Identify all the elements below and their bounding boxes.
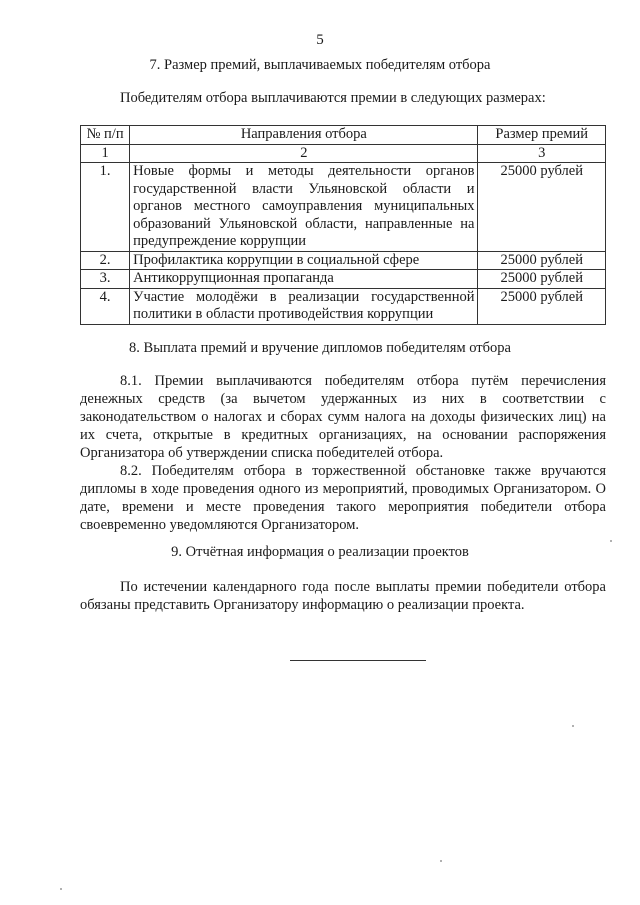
table-row [81,251,606,270]
index-cell: 2 [130,144,478,163]
paragraph-8-1: 8.1. Премии выплачиваются победителям отбора путём перечисления денежных средств (за вычетом удержанных из них в соответствии с законодательством о налогах и сборах сумм налога на доходы физических лиц) на их счета, открытые в кредитных организациях, на основании распоряжения Организатора об утверждении списка победителей отбора. [80,373,606,461]
index-cell: 3 [478,144,606,163]
section-9-body [80,578,606,614]
row-number: 1. [81,163,130,252]
scan-speck [572,725,574,727]
table-index-row [81,144,606,163]
table-header-row [81,126,606,145]
header-amount: Размер премий [478,126,606,145]
section-7-title: 7. Размер премий, выплачиваемых победителям отбора [149,57,491,73]
section-7-intro: Победителям отбора выплачиваются премии в следующих размерах: [120,90,546,106]
scan-speck [60,888,62,890]
scan-speck [440,860,442,862]
row-amount: 25000 рублей [478,288,606,324]
paragraph-9-1: По истечении календарного года после выплаты премии победители отбора обязаны представить Организатору информацию о реализации проекта. [80,579,606,613]
header-number: № п/п [81,126,130,145]
row-direction: Профилактика коррупции в социальной сфере [130,251,478,270]
row-amount: 25000 рублей [478,251,606,270]
table-row [81,288,606,324]
header-direction: Направления отбора [130,126,478,145]
prize-table [80,125,606,325]
signature-divider [290,660,426,661]
row-direction: Новые формы и методы деятельности органов государственной власти Ульяновской области и органов местного самоуправления муниципальных образований Ульяновской области, направленные на предупреждение коррупции [130,163,478,252]
section-8-title: 8. Выплата премий и вручение дипломов победителям отбора [129,340,511,356]
row-number: 4. [81,288,130,324]
row-amount: 25000 рублей [478,163,606,252]
page-number: 5 [316,32,324,48]
row-number: 3. [81,270,130,289]
table-row [81,163,606,252]
index-cell: 1 [81,144,130,163]
row-amount: 25000 рублей [478,270,606,289]
section-8-body [80,372,606,534]
section-9-title: 9. Отчётная информация о реализации проектов [171,544,469,560]
row-direction: Антикоррупционная пропаганда [130,270,478,289]
table-row [81,270,606,289]
row-number: 2. [81,251,130,270]
row-direction: Участие молодёжи в реализации государственной политики в области противодействия коррупции [130,288,478,324]
paragraph-8-2: 8.2. Победителям отбора в торжественной обстановке также вручаются дипломы в ходе проведения одного из мероприятий, проводимых Организатором. О дате, времени и месте проведения такого мероприятия победители отбора своевременно уведомляются Организатором. [80,463,606,533]
scan-speck [610,540,612,542]
